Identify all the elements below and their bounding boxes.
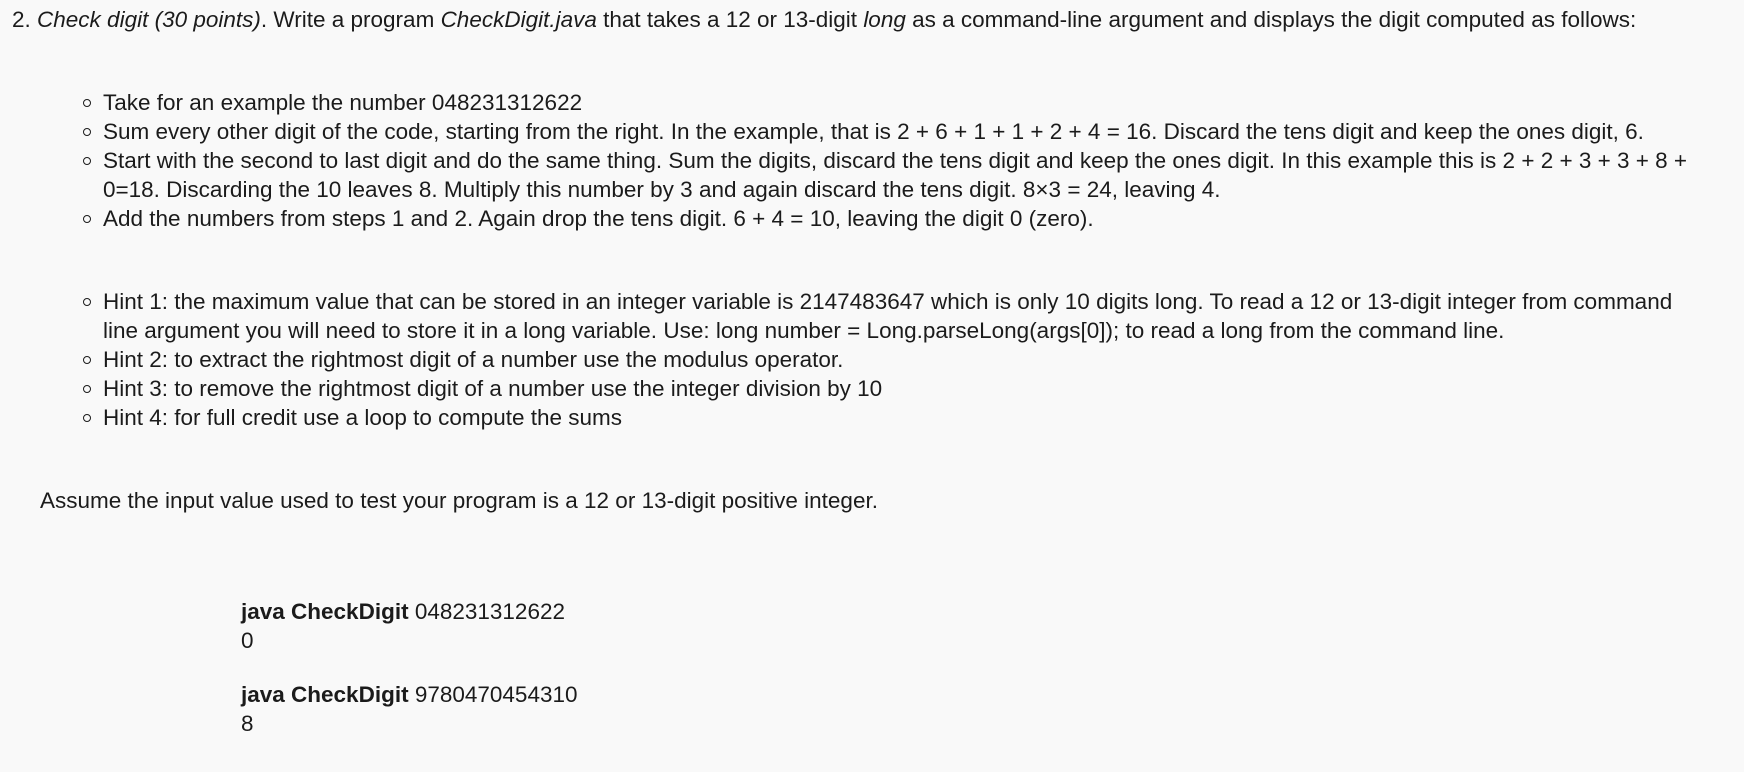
example-command — [241, 597, 565, 626]
steps-list — [103, 88, 1703, 233]
step-text: Add the numbers from steps 1 and 2. Again drop the tens digit. 6 + 4 = 10, leaving the digit 0 (zero). — [103, 206, 1094, 231]
problem-statement — [12, 5, 1720, 34]
circle-bullet-icon — [83, 414, 91, 422]
circle-bullet-icon — [83, 385, 91, 393]
list-item — [103, 117, 1703, 146]
problem-intro-c: as a command-line argument and displays the digit computed as follows: — [905, 7, 1637, 32]
list-item — [103, 345, 1703, 374]
list-item — [103, 204, 1703, 233]
hint-text: Hint 2: to extract the rightmost digit of a number use the modulus operator. — [103, 347, 844, 372]
problem-intro-b: that takes a 12 or 13-digit — [596, 7, 864, 32]
circle-bullet-icon — [83, 215, 91, 223]
circle-bullet-icon — [83, 356, 91, 364]
hint-text: Hint 3: to remove the rightmost digit of a number use the integer division by 10 — [103, 376, 883, 401]
hint-text: Hint 4: for full credit use a loop to compute the sums — [103, 405, 623, 430]
step-text: Sum every other digit of the code, starting from the right. In the example, that is 2 + 6 + 1 + 1 + 2 + 4 = 16. Discard the tens digit and keep the ones digit, 6. — [103, 119, 1644, 144]
command-name: java CheckDigit — [241, 682, 409, 707]
program-name: CheckDigit.java — [440, 7, 597, 32]
type-name: long — [863, 7, 906, 32]
list-item — [103, 88, 1703, 117]
circle-bullet-icon — [83, 298, 91, 306]
command-argument: 9780470454310 — [408, 682, 578, 707]
list-item — [103, 287, 1703, 345]
list-item — [103, 403, 1703, 432]
problem-title: Check digit — [37, 7, 149, 32]
list-item — [103, 146, 1703, 204]
example-run — [241, 597, 565, 655]
example-output: 8 — [241, 711, 254, 736]
problem-number: 2. — [12, 7, 31, 32]
circle-bullet-icon — [83, 157, 91, 165]
step-text: Take for an example the number 048231312622 — [103, 90, 583, 115]
problem-points: (30 points) — [154, 7, 261, 32]
assumption-text: Assume the input value used to test your program is a 12 or 13-digit positive integer. — [40, 488, 878, 513]
list-item — [103, 374, 1703, 403]
hint-text: Hint 1: the maximum value that can be stored in an integer variable is 2147483647 which is only 10 digits long. To read a 12 or 13-digit integer from command line argument you will need to store it in a long variable. Use: long number = Long.parseLong(args[0]); to read a long from the command line. — [103, 289, 1673, 343]
command-argument: 048231312622 — [408, 599, 565, 624]
circle-bullet-icon — [83, 99, 91, 107]
step-text: Start with the second to last digit and do the same thing. Sum the digits, discard the tens digit and keep the ones digit. In this example this is 2 + 2 + 3 + 3 + 8 + 0=18. Discarding the 10 leaves 8. Multiply this number by 3 and again discard the tens digit. 8×3 = 24, leaving 4. — [103, 148, 1688, 202]
command-name: java CheckDigit — [241, 599, 409, 624]
example-output: 0 — [241, 628, 254, 653]
circle-bullet-icon — [83, 128, 91, 136]
problem-intro-a: . Write a program — [260, 7, 441, 32]
example-command — [241, 680, 578, 709]
hints-list — [103, 287, 1703, 432]
example-run — [241, 680, 578, 738]
